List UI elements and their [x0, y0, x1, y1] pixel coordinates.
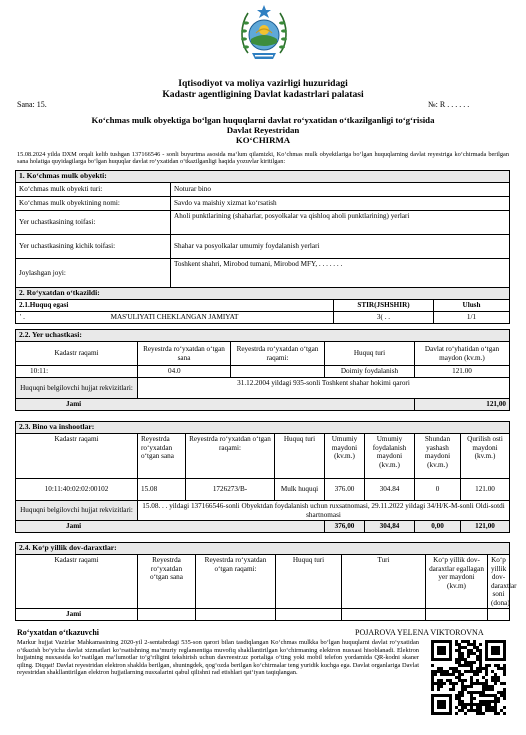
number-label: №: R . . . . . . [428, 100, 470, 109]
doc-label: Huquqni belgilovchi hujjat rekvizitlari: [16, 501, 138, 521]
row-label: Yer uchastkasining toifasi: [16, 211, 171, 235]
living-sum: 0,00 [415, 521, 461, 533]
row-label: Joylashgan joyi: [16, 259, 171, 289]
row-label: Ko‘chmas mulk obyekti turi: [16, 183, 171, 197]
doc-label: Huquqni belgilovchi hujjat rekvizitlari: [16, 378, 138, 399]
perennial-trees-table [15, 542, 517, 621]
registrar-name: POJAROVA YELENA VIKTOROVNA [355, 628, 484, 637]
share-value: 1/1 [434, 312, 510, 324]
reg-number: 1726273/B- [186, 479, 275, 501]
section-2-4-title: 2.4. Ko‘p yillik dov-daraxtlar: [16, 543, 510, 555]
col-area: Davlat ro‘yhatidan o‘tgan maydon (kv.m.) [415, 342, 510, 366]
stir-value: 3( . . [334, 312, 434, 324]
section-1-title: 1. Ko‘chmas mulk obyekti: [16, 171, 510, 183]
owner-table [15, 287, 510, 324]
qr-code-icon[interactable] [427, 639, 510, 715]
footprint-area: 121.00 [461, 479, 510, 501]
col-reg-date: Reyestrda ro‘yxatdan o‘tgan sana [138, 342, 231, 366]
total-label: Jami [16, 399, 415, 411]
col-right-type: Huquq turi [325, 342, 415, 366]
col-tree-count: Ko‘p yillik dov-daraxtlar soni (dona) [488, 555, 510, 609]
col-cadastre: Kadastr raqami [16, 555, 138, 609]
col-right-type: Huquq turi [276, 555, 342, 609]
row-value: Noturar bino [171, 183, 510, 197]
col-reg-number: Reyestrda ro‘yxatdan o‘tgan raqami: [196, 555, 276, 609]
ministry-line: Iqtisodiyot va moliya vazirligi huzuridagi [178, 78, 348, 89]
owner-name: MAS'ULIYATI CHEKLANGAN JAMIYAT [110, 313, 239, 322]
right-type: Doimiy foydalanish [325, 366, 415, 378]
area-value: 121.00 [415, 366, 510, 378]
row-value: Shahar va posyolkalar umumiy foydalanish yerlari [171, 235, 510, 259]
col-tree-area: Ko‘p yillik dov-daraxtlar egallagan yer maydoni (kv.m) [426, 555, 488, 609]
col-reg-number: Reyestrda ro‘yxatdan o‘tgan raqami: [186, 434, 275, 479]
legal-notice: Markur hujjat Vazirlar Mahkamasining 2020-yil 2-sentabrdagi 535-son qarori bilan tasdiqlangan Ko‘chmas mulkka bo‘lgan huquqlarni davlat ro‘yxatidan o‘tkazish bo‘yicha davlat xizmatlari ko‘rsatishning ma‘muriy reglamentiga muvofiq shakllantirilgan ko‘chirmaning elektron nusxasi hisoblanadi. Elektron hujjatning nusxasida ko‘rsatilgan ma‘lumotlar to‘g‘riligini tekshirish uchun davreestr.uz portaliga o‘ting yoki mobil telefon yordamida QR-kodni skaner qiling. Diqqat! Davlat reyestridan elektron shaklda berilgan, shuningdek, qog‘ozda berilgan ko‘chirmalar teng yuridik kuchga ega. Davlat organlariga Davlat reyestridan shakllantirilgan elektron hujjatlarning nusxalarini qabul qilishni rad etishlari qat‘iyan taqiqlangan. [17, 639, 419, 677]
doc-requisites: 31.12.2004 yildagi 935-sonli Toshkent shahar hokimi qarori [138, 378, 510, 399]
col-reg-date: Reyestrda ro‘yxatdan o‘tgan sana [138, 434, 186, 479]
total-label: Jami [16, 609, 138, 621]
share-header: Ulush [434, 300, 510, 312]
section-2-2-title: 2.2. Yer uchastkasi: [16, 330, 510, 342]
reg-date: 15.08 [138, 479, 186, 501]
reg-date: 04.0 [138, 366, 231, 378]
reg-number [231, 366, 325, 378]
registrar-label: Ro‘yxatdan o‘tkazuvchi [17, 628, 100, 637]
section-2-3-title: 2.3. Bino va inshootlar: [16, 422, 510, 434]
cadastre-number: 10:11: [16, 366, 138, 378]
doc-title-line-2: Davlat Reyestridan [226, 125, 300, 135]
property-object-table [15, 170, 510, 289]
owner-subheader: 2.1.Huquq egasi [16, 300, 334, 312]
col-footprint-area: Qurilish osti maydoni (kv.m.) [461, 434, 510, 479]
doc-title-line-1: Ko‘chmas mulk obyektiga bo‘lgan huquqlarni davlat ro‘yxatidan o‘tkazilganligi to‘g‘risida [91, 115, 435, 125]
intro-paragraph: 15.08.2024 yilda DXM orqali kelib tushgan 137166546 - sonli buyurtma asosida ma‘lum qilamizki, Ko‘chmas mulk obyektlariga bo‘lgan huquqlarning davlat reyestriga ko‘chirmada berilgan sana holatiga quyidagilarga bo‘lgan huquqlar davlat ro‘yxatidan o‘tkazilganligi haqida yozuvlar kiritilgan: [17, 151, 509, 166]
date-label: Sana: 15. [17, 100, 47, 109]
living-area: 0 [415, 479, 461, 501]
stir-header: STIR(JSHSHIR) [334, 300, 434, 312]
owner-prefix: ' . [20, 313, 25, 321]
doc-title-line-3: KO‘CHIRMA [235, 135, 291, 145]
land-plot-table [15, 329, 510, 411]
col-total-area: Umumiy maydoni (kv.m.) [325, 434, 365, 479]
col-kind: Turi [342, 555, 426, 609]
row-label: Ko‘chmas mulk obyektining nomi: [16, 197, 171, 211]
footprint-sum: 121,00 [461, 521, 510, 533]
right-type: Mulk huquqi [275, 479, 325, 501]
col-reg-date: Reyestrda ro‘yxatdan o‘tgan sana [138, 555, 196, 609]
col-cadastre: Kadastr raqami [16, 342, 138, 366]
row-value: Aholi punktlarining (shaharlar, posyolkalar va qishloq aholi punktlarining) yerlari [171, 211, 510, 235]
col-living-area: Shundan yashash maydoni (kv.m.) [415, 434, 461, 479]
common-area: 304.84 [365, 479, 415, 501]
total-area: 121,00 [415, 399, 510, 411]
common-sum: 304,84 [365, 521, 415, 533]
section-2-title: 2. Ro‘yxatdan o‘tkazildi: [16, 288, 510, 300]
col-common-area: Umumiy foydalanish maydoni (kv.m.) [365, 434, 415, 479]
total-sum: 376,00 [325, 521, 365, 533]
row-label: Yer uchastkasining kichik toifasi: [16, 235, 171, 259]
chamber-line: Kadastr agentligining Davlat kadastrlari palatasi [162, 89, 364, 100]
col-right-type: Huquq turi [275, 434, 325, 479]
col-cadastre: Kadastr raqami [16, 434, 138, 479]
total-label: Jami [16, 521, 325, 533]
row-value: Toshkent shahri, Mirobod tumani, Mirobod MFY, . . . . . . . [171, 259, 510, 289]
cadastre-number: 10:11:40:02:02:00102 [16, 479, 138, 501]
total-area: 376.00 [325, 479, 365, 501]
state-emblem-icon [238, 3, 290, 65]
col-reg-number: Reyestrda ro‘yxatdan o‘tgan raqami: [231, 342, 325, 366]
doc-requisites: 15.08. . . yildagi 137166546-sonli Obyektdan foydalanish uchun ruxsatnomasi, 29.11.2022 yildagi 34/H/K-M-sonli Oldi-sotdi shartnomasi [138, 501, 510, 521]
row-value: Savdo va maishiy xizmat ko‘rsatish [171, 197, 510, 211]
buildings-table [15, 421, 510, 533]
